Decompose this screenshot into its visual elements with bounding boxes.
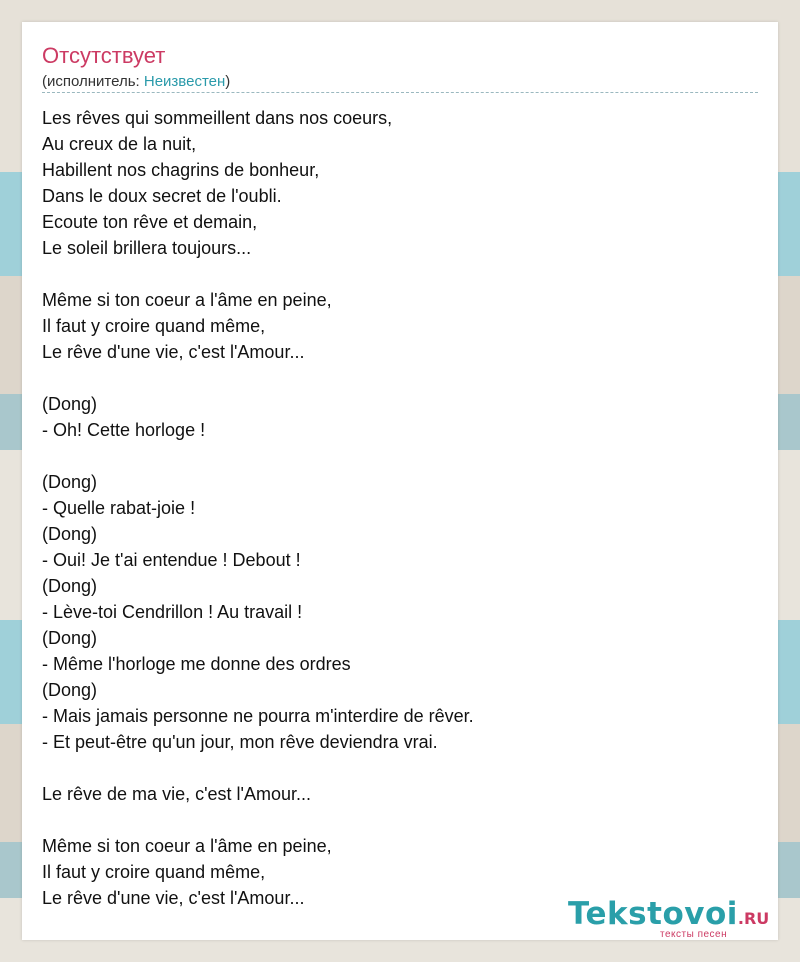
lyric-blank-line [42,365,758,391]
lyric-line: Les rêves qui sommeillent dans nos coeurs, [42,108,393,128]
lyric-line: Le rêve d'une vie, c'est l'Amour... [42,888,305,908]
lyric-line: - Même l'horloge me donne des ordres [42,654,351,674]
artist-suffix: ) [225,73,231,90]
lyric-line: Habillent nos chagrins de bonheur, [42,160,320,180]
artist-link[interactable]: Неизвестен [143,73,226,90]
song-title: Отсутствует [42,43,166,68]
logo-main-text: Tekstovoi [568,896,738,932]
lyric-line: - Mais jamais personne ne pourra m'interdire de rêver. [42,706,474,726]
lyric-line: (Dong) [42,680,98,700]
lyric-line: (Dong) [42,576,98,596]
artist-prefix: (исполнитель: [42,73,144,90]
lyric-line: - Quelle rabat-joie ! [42,498,196,518]
lyric-line: - Lève-toi Cendrillon ! Au travail ! [42,602,303,622]
lyric-line: (Dong) [42,394,98,414]
logo-tagline: тексты песен [660,929,728,940]
lyrics-card [22,22,778,940]
lyric-blank-line [42,443,758,469]
lyric-line: Même si ton coeur a l'âme en peine, [42,290,332,310]
lyric-line: - Oh! Cette horloge ! [42,420,206,440]
lyric-line: Le rêve de ma vie, c'est l'Amour... [42,784,311,804]
lyric-blank-line [42,755,758,781]
dashed-divider [42,92,758,93]
lyric-line: (Dong) [42,628,98,648]
artist-line [42,72,230,92]
site-logo[interactable] [568,896,778,940]
lyric-line: Le rêve d'une vie, c'est l'Amour... [42,342,305,362]
lyric-line: Il faut y croire quand même, [42,862,266,882]
lyric-line: Ecoute ton rêve et demain, [42,212,258,232]
lyric-line: Même si ton coeur a l'âme en peine, [42,836,332,856]
lyric-blank-line [42,807,758,833]
lyric-line: - Et peut-être qu'un jour, mon rêve deviendra vrai. [42,732,438,752]
lyric-blank-line [42,261,758,287]
lyric-line: (Dong) [42,472,98,492]
lyric-line: Au creux de la nuit, [42,134,197,154]
lyric-line: Il faut y croire quand même, [42,316,266,336]
lyric-line: Dans le doux secret de l'oubli. [42,186,282,206]
lyric-line: - Oui! Je t'ai entendue ! Debout ! [42,550,301,570]
lyric-line: (Dong) [42,524,98,544]
lyric-line: Le soleil brillera toujours... [42,238,252,258]
logo-tld: .RU [737,909,770,928]
lyrics-body [42,105,758,911]
